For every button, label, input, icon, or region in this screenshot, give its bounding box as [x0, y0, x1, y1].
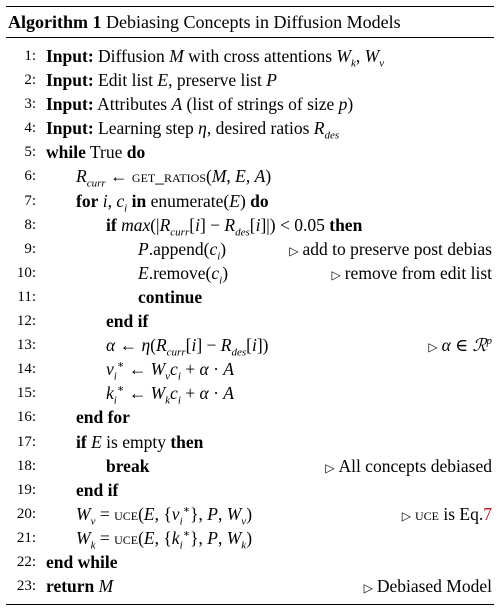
line-body: $W_v = uce(E$, $\{v_i^∗\}$, P, $W_v$)	[76, 503, 253, 528]
algo-line-4	[6, 116, 494, 140]
algo-line-15	[6, 381, 494, 405]
algo-line-7	[6, 189, 494, 213]
comment-triangle-icon: ▷	[325, 460, 335, 475]
algo-line-20	[6, 502, 494, 526]
line-number: 18:	[16, 457, 36, 474]
line-body: end for	[76, 407, 130, 428]
line-number: 1:	[24, 48, 36, 64]
line-comment: ▷ uce is Eq.7	[401, 503, 492, 524]
algo-line-3	[6, 92, 494, 116]
algo-line-16	[6, 405, 494, 429]
algo-line-10	[6, 261, 494, 285]
comment-triangle-icon: ▷	[401, 508, 411, 523]
algo-line-1	[6, 44, 494, 68]
line-number: 9:	[24, 240, 36, 257]
line-number: 8:	[24, 216, 36, 233]
line-number: 3:	[24, 96, 36, 113]
line-number: 21:	[16, 529, 36, 546]
bottom-rule	[6, 604, 494, 605]
line-number: 17:	[16, 433, 36, 450]
line-body: continue	[138, 286, 203, 307]
line-comment: ▷ α ∈ ℛ$^p$	[428, 335, 492, 356]
comment-triangle-icon: ▷	[428, 340, 438, 355]
algo-line-23	[6, 574, 494, 598]
line-number: 12:	[16, 313, 36, 330]
equation-reference-link[interactable]: 7	[483, 503, 492, 524]
line-body: Input: Learning step η, desired ratios $R_{des}$	[46, 118, 340, 142]
line-body: if $\max(|R_{curr}[i] - R_{des}[i]|) < 0.05$ then	[106, 214, 363, 239]
line-number: 2:	[24, 72, 36, 89]
algo-line-12	[6, 309, 494, 333]
algorithm-caption	[6, 7, 494, 37]
line-number: 14:	[16, 361, 36, 378]
comment-triangle-icon: ▷	[363, 581, 373, 596]
line-body: return M	[46, 576, 114, 597]
algo-line-19	[6, 478, 494, 502]
line-body: while True do	[46, 142, 146, 163]
algo-line-6	[6, 164, 494, 188]
line-comment: ▷ All concepts debiased	[325, 455, 492, 476]
line-comment: ▷ add to preserve post debias	[289, 238, 492, 259]
line-number: 4:	[24, 120, 36, 137]
line-body: Input: Diffusion M with cross attentions $W_k$, $W_v$	[46, 46, 385, 70]
line-body: break	[106, 455, 150, 476]
algo-line-21	[6, 526, 494, 550]
line-number: 7:	[24, 192, 36, 209]
line-body: end if	[106, 311, 149, 332]
line-body: $R_{curr}$ ← get_ratios(M, E, A)	[76, 166, 272, 190]
comment-triangle-icon: ▷	[289, 243, 299, 258]
line-body: $E.remove(c_i)$	[138, 262, 229, 287]
line-body: $W_k = uce(E$, $\{k_i^∗\}$, P, $W_k$)	[76, 527, 253, 552]
line-number: 15:	[16, 385, 36, 402]
line-comment: ▷ Debiased Model	[363, 576, 492, 597]
line-number: 23:	[16, 578, 36, 595]
line-body: α ← $\eta(R_{curr}[i] - R_{des}[i])$	[106, 335, 269, 359]
line-number: 19:	[16, 481, 36, 498]
algo-line-11	[6, 285, 494, 309]
line-comment: ▷ remove from edit list	[331, 262, 492, 283]
line-body: end if	[76, 479, 119, 500]
line-body: $v_i^∗$ ← $W_vc_i + \alpha \cdot A$	[106, 359, 234, 383]
line-body: Input: Attributes A (list of strings of size p)	[46, 94, 354, 115]
line-body: end while	[46, 551, 118, 572]
algo-line-22	[6, 550, 494, 574]
line-number: 20:	[16, 505, 36, 522]
algorithm-box	[6, 6, 494, 605]
algo-line-9	[6, 237, 494, 261]
caption-label: Algorithm 1	[8, 12, 102, 32]
line-number: 11:	[17, 288, 36, 305]
algo-line-13	[6, 333, 494, 357]
algo-line-8	[6, 213, 494, 237]
line-number: 16:	[16, 409, 36, 426]
algo-line-2	[6, 68, 494, 92]
line-body: if E is empty then	[76, 431, 204, 452]
line-number: 22:	[16, 553, 36, 570]
line-body: $P.append(c_i)$	[138, 238, 227, 263]
algo-line-18	[6, 454, 494, 478]
line-body: $k_i^∗$ ← $W_kc_i + \alpha \cdot A$	[106, 383, 234, 407]
line-number: 6:	[24, 168, 36, 185]
caption-title: Debiasing Concepts in Diffusion Models	[106, 12, 401, 32]
line-number: 10:	[16, 264, 36, 281]
line-body: for i, $c_i$ in enumerate(E) do	[76, 190, 269, 215]
line-body: Input: Edit list E, preserve list P	[46, 70, 277, 91]
algo-line-14	[6, 357, 494, 381]
algo-line-17	[6, 430, 494, 454]
comment-triangle-icon: ▷	[331, 267, 341, 282]
algo-line-5	[6, 140, 494, 164]
line-number: 5:	[24, 144, 36, 161]
algorithm-lines	[6, 38, 494, 598]
line-number: 13:	[16, 337, 36, 354]
